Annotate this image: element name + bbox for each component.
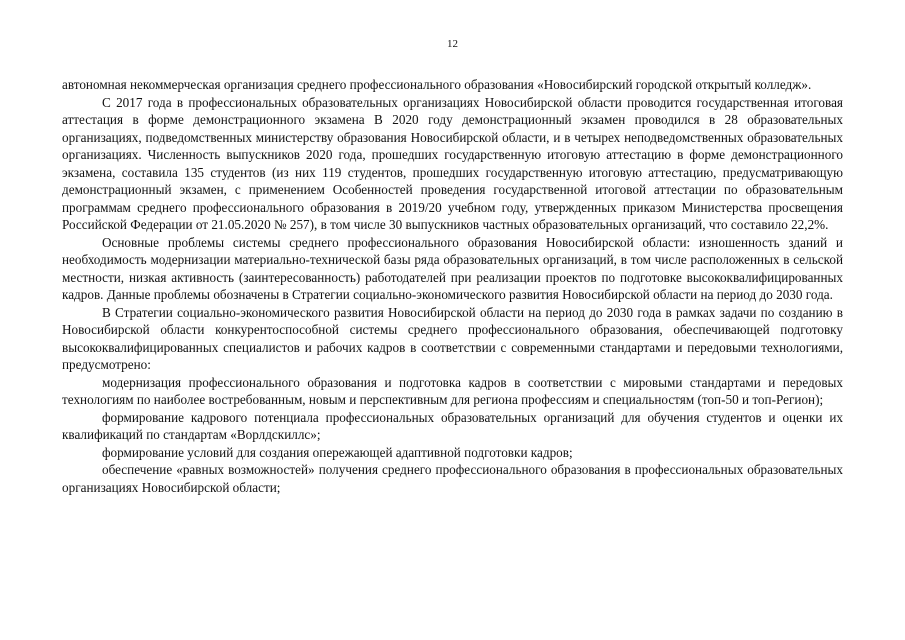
paragraph-8: обеспечение «равных возможностей» получения среднего профессионального образования в профессиональных образовательных организациях Новосибирской области; bbox=[62, 462, 843, 495]
paragraph-2: С 2017 года в профессиональных образовательных организациях Новосибирской области проводится государственная итоговая аттестация в форме демонстрационного экзамена В 2020 году демонстрационный экзамен проводился в 28 образовательных организациях, подведомственных министерству образования Новосибирской области, и в четырех неподведомственных образовательных организациях. Численность выпускников 2020 года, прошедших государственную итоговую аттестацию в форме демонстрационного экзамена, составила 135 студентов (из них 119 студентов, прошедших государственную итоговую аттестацию, предусматривающую демонстрационный экзамен, с применением Особенностей проведения государственной итоговой аттестации по образовательным программам среднего профессионального образования в 2019/20 учебном году, утвержденных приказом Министерства просвещения Российской Федерации от 21.05.2020 № 257), в том числе 30 выпускников частных образовательных организаций, что составило 22,2%. bbox=[62, 94, 843, 232]
page-number: 12 bbox=[447, 38, 458, 50]
paragraph-5: модернизация профессионального образования и подготовка кадров в соответствии с мировыми стандартами и передовых технологиям по наиболее востребованным, новым и перспективным для региона профессиям и специальностям (топ-50 и топ-Регион); bbox=[62, 374, 843, 407]
paragraph-1: автономная некоммерческая организация среднего профессионального образования «Новосибирский городской открытый колледж». bbox=[62, 77, 812, 92]
document-body bbox=[62, 76, 843, 496]
paragraph-4: В Стратегии социально-экономического развития Новосибирской области на период до 2030 года в рамках задачи по созданию в Новосибирской области конкурентоспособной системы среднего профессионального образования, обеспечивающей подготовку высококвалифицированных специалистов и рабочих кадров в соответствии с современными стандартами и передовыми технологиями, предусмотрено: bbox=[62, 304, 843, 372]
paragraph-7: формирование условий для создания опережающей адаптивной подготовки кадров; bbox=[102, 444, 573, 460]
paragraph-6: формирование кадрового потенциала профессиональных образовательных организаций для обучения студентов и оценки их квалификаций по стандартам «Ворлдскиллс»; bbox=[62, 409, 843, 442]
paragraph-3: Основные проблемы системы среднего профессионального образования Новосибирской области: изношенность зданий и необходимость модернизации материально-технической базы ряда образовательных организаций, в том числе расположенных в сельской местности, низкая активность (заинтересованность) работодателей при реализации проектов по подготовке высококвалифицированных кадров. Данные проблемы обозначены в Стратегии социально-экономического развития Новосибирской области на период до 2030 года. bbox=[62, 234, 843, 302]
